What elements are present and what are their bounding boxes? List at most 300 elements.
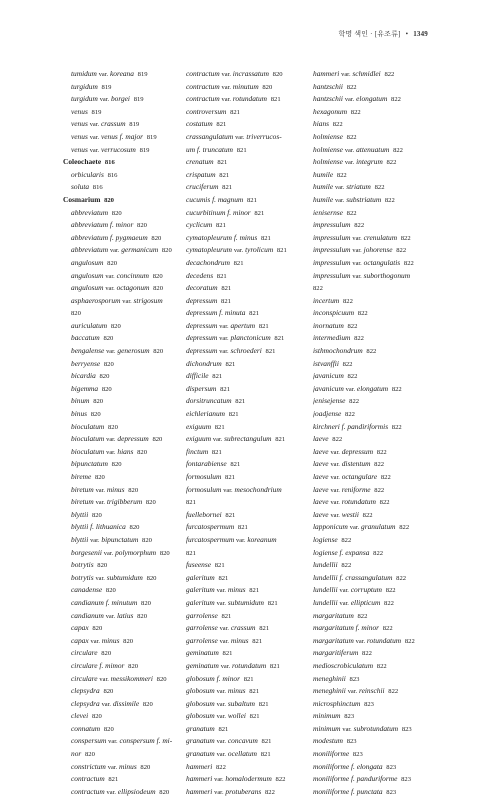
infraspecific-name: borgei (110, 94, 130, 104)
infraspecific-name: tyrolicum (245, 245, 274, 255)
index-entry (186, 144, 316, 157)
infraspecific-name: koreana (110, 69, 134, 78)
taxon-name: biretum (71, 497, 94, 507)
index-entry (186, 320, 316, 333)
taxon-name: globosum (186, 686, 215, 696)
page-ref: 819 (129, 121, 140, 129)
page-ref: 819 (146, 133, 157, 141)
index-entry (63, 572, 193, 585)
index-entry (313, 723, 443, 736)
page-ref: 820 (153, 285, 164, 293)
page-ref: 820 (128, 662, 139, 670)
index-entry (186, 81, 316, 94)
rank-label: var. (219, 335, 229, 343)
page-ref: 821 (225, 474, 235, 481)
taxon-name: holmiense (313, 144, 343, 154)
page-ref: 822 (382, 625, 393, 633)
index-entry (186, 307, 316, 320)
taxon-name: garrolense (186, 635, 218, 645)
infraspecific-name: rotundatum (341, 497, 376, 507)
index-entry (313, 735, 443, 748)
index-entry (313, 761, 443, 774)
index-entry (313, 68, 443, 81)
taxon-name: abbreviatum (71, 207, 109, 217)
infraspecific-name: concinnum (116, 270, 150, 280)
infraspecific-name: latius (116, 610, 134, 620)
rank-label: var. (349, 524, 360, 532)
taxon-name: borgesenii (71, 547, 102, 557)
index-entry (186, 773, 316, 786)
index-entry (63, 370, 193, 383)
taxon-name: contractum (71, 774, 105, 784)
index-entry (186, 698, 316, 711)
taxon-name: impressulum (313, 257, 351, 267)
index-entry (186, 270, 316, 283)
taxon-name: dichondrum (186, 358, 222, 368)
index-entry (186, 710, 316, 723)
taxon-name: granatum (186, 736, 215, 746)
page-ref: 821 (235, 398, 246, 406)
page-ref: 821 (246, 196, 257, 204)
rank-label: var. (339, 599, 349, 607)
index-entry (313, 169, 443, 182)
taxon-name: costatum (186, 119, 213, 129)
page-ref: 822 (342, 297, 353, 305)
taxon-name: cymatopleurum (186, 245, 232, 255)
index-entry (186, 106, 316, 119)
infraspecific-name: rotundatum (232, 94, 268, 104)
taxon-name: blyttii (71, 534, 89, 544)
page-ref: 821 (216, 121, 227, 129)
index-entry (313, 484, 443, 497)
page-ref: 822 (404, 637, 415, 645)
index-entry (63, 761, 193, 774)
page-ref: 822 (388, 688, 399, 696)
index-entry (186, 584, 316, 597)
taxon-name: margaritatum (313, 610, 354, 620)
infraspecific-name: germanicum (121, 245, 159, 255)
taxon-name: moniliforme (313, 749, 350, 759)
page-ref: 819 (137, 71, 148, 78)
taxon-name: furcatospermum (186, 522, 235, 532)
index-entry (63, 232, 193, 245)
page-ref: 820 (93, 398, 104, 406)
taxon-name: galeritum (186, 597, 215, 607)
infraspecific-name: distentum (341, 459, 371, 469)
taxon-name: botrytis (71, 572, 94, 582)
taxon-name: lundellii (313, 585, 338, 595)
index-entry (63, 270, 193, 283)
page-ref: 821 (212, 373, 223, 381)
index-entry (63, 345, 193, 358)
taxon-name: constrictum (71, 761, 106, 771)
index-entry (313, 647, 443, 660)
infraspecific-name: subrectangulum (224, 434, 272, 444)
index-entry (186, 244, 316, 257)
index-entry (63, 635, 193, 648)
infraspecific-name: verrucosum (100, 144, 136, 154)
page-ref: 822 (376, 448, 387, 456)
index-entry (313, 509, 443, 522)
page-ref: 822 (347, 373, 358, 381)
page-ref: 822 (345, 411, 355, 419)
page-ref: 820 (103, 335, 114, 343)
page-ref: 820 (142, 536, 152, 544)
page-ref: 819 (91, 108, 102, 116)
rank-label: var. (108, 738, 118, 746)
infraspecific-name: elongatum (356, 383, 389, 393)
page-ref: 821 (260, 234, 271, 242)
page-ref: 821 (243, 675, 254, 683)
page-ref: 822 (403, 259, 414, 267)
taxon-name: formosulum (186, 472, 222, 481)
index-entry (63, 144, 193, 157)
page-ref: 820 (91, 511, 102, 519)
page-ref: 823 (401, 725, 412, 733)
taxon-name: circulare (71, 648, 98, 658)
taxon-name: capax (71, 635, 89, 645)
rank-label: var. (216, 599, 227, 607)
infraspecific-name: subrotundatum (353, 723, 399, 733)
infraspecific-name: octangulatis (363, 257, 401, 267)
genus-entry (63, 194, 193, 207)
taxon-name: globosum (186, 711, 215, 721)
index-entry (63, 169, 193, 182)
index-entry (313, 685, 443, 698)
taxon-name: holmiense (313, 157, 343, 167)
taxon-name: abbreviatum f. pygmaeum (71, 232, 148, 242)
page-ref: 821 (214, 423, 225, 431)
page-ref: 820 (104, 196, 114, 204)
taxon-name: javanicum (313, 371, 344, 381)
rank-label: var. (214, 788, 224, 796)
page-ref: 822 (384, 599, 394, 607)
index-entry (63, 622, 193, 635)
page-ref: 820 (94, 474, 105, 481)
infraspecific-name: reinschii (358, 686, 385, 696)
infraspecific-name: rotundatum (366, 635, 402, 645)
index-entry (313, 345, 443, 358)
taxon-name: impressulum (313, 270, 351, 280)
taxon-name: laeve (313, 497, 329, 507)
page-ref: 820 (105, 587, 116, 595)
rank-label: var. (95, 574, 105, 582)
rank-label: var. (122, 297, 132, 305)
taxon-name: bioculatum (71, 446, 105, 456)
taxon-name: venus (71, 119, 88, 129)
taxon-name: crispatum (186, 169, 216, 179)
page-ref: 821 (275, 436, 286, 444)
taxon-name: angulosum (71, 283, 104, 293)
index-entry (186, 395, 316, 408)
page-ref: 820 (141, 599, 151, 607)
infraspecific-name: dissimile (112, 698, 140, 708)
taxon-name: bicardia (71, 371, 96, 381)
page-ref: 822 (391, 423, 402, 431)
taxon-name: botrytis (71, 560, 94, 570)
index-entry (313, 156, 443, 169)
page-ref: 821 (108, 776, 119, 784)
infraspecific-name: subaltum (227, 698, 255, 708)
page-ref: 822 (347, 322, 358, 330)
taxon-name: orbicularis (71, 169, 104, 179)
taxon-name: margaritatum (313, 635, 354, 645)
taxon-name: granatum (186, 749, 215, 759)
page-ref: 820 (71, 310, 81, 318)
page-ref: 823 (401, 776, 411, 784)
taxon-name: contractum (186, 69, 220, 78)
taxon-name: holmiense (313, 131, 343, 141)
page-ref: 820 (145, 499, 156, 507)
page-ref: 821 (267, 599, 278, 607)
index-entry (63, 610, 193, 623)
rank-label: var. (216, 700, 227, 708)
page-ref: 820 (84, 751, 95, 759)
rank-label: var. (216, 751, 227, 759)
page-ref: 820 (92, 625, 103, 633)
taxon-name: incertum (313, 295, 340, 305)
infraspecific-name: granulatum (361, 522, 396, 532)
page-ref: 823 (364, 700, 374, 708)
page-ref: 822 (341, 562, 352, 570)
page-ref: 822 (346, 209, 357, 217)
page-ref: 820 (152, 272, 163, 280)
rank-label: var. (345, 385, 356, 393)
index-entry (313, 232, 443, 245)
rank-label: var. (107, 763, 118, 771)
rank-label: var. (99, 96, 110, 104)
page-ref: 821 (186, 549, 196, 557)
infraspecific-name: minus (101, 635, 120, 645)
page-ref: 822 (391, 96, 401, 104)
index-entry (63, 181, 193, 194)
taxon-name: hantzschii (313, 94, 343, 104)
index-entry (63, 723, 193, 736)
infraspecific-name: striatum (346, 182, 371, 192)
index-entry (63, 660, 193, 673)
taxon-name: conspersum (71, 736, 107, 746)
taxon-name: dispersum (186, 383, 217, 393)
taxon-name: joadjense (313, 409, 342, 419)
index-entry (186, 370, 316, 383)
taxon-name: venus (71, 144, 88, 154)
rank-label: var. (355, 637, 366, 645)
index-entry (63, 118, 193, 131)
index-entry (63, 408, 193, 421)
page-ref: 822 (342, 360, 353, 368)
page-ref: 822 (336, 171, 347, 179)
rank-label: var. (212, 436, 223, 444)
taxon-name: meneghinii (313, 673, 346, 683)
index-entry (313, 446, 443, 459)
page-ref: 820 (146, 574, 157, 582)
index-entry (186, 408, 316, 421)
page-ref: 822 (357, 310, 368, 318)
taxon-name: lundellii (313, 560, 338, 570)
index-entry (63, 458, 193, 471)
page-ref: 821 (259, 625, 270, 633)
rank-label: var. (216, 587, 227, 595)
index-entry (313, 307, 443, 320)
rank-label: var. (330, 499, 340, 507)
infraspecific-name: polymorphum (115, 547, 157, 557)
page-ref: 821 (258, 322, 269, 330)
index-entry (313, 383, 443, 396)
infraspecific-name: minus (227, 585, 246, 595)
page-ref: 820 (152, 436, 163, 444)
infraspecific-name: concavum (227, 736, 258, 746)
rank-label: var. (106, 448, 116, 456)
page-ref: 821 (249, 713, 260, 721)
rank-label: var. (101, 700, 111, 708)
taxon-name: circulare f. mimor (71, 660, 125, 670)
index-entry (186, 509, 316, 522)
taxon-name: impressulum (313, 220, 351, 230)
index-entry (63, 547, 193, 560)
taxon-name: globosum (186, 698, 215, 708)
index-entry (63, 584, 193, 597)
index-entry (63, 383, 193, 396)
page-ref: 819 (139, 146, 150, 154)
running-title: 학명 색인 · [유조류] (338, 30, 401, 38)
page-ref: 822 (373, 549, 384, 557)
infraspecific-name: schroederi (230, 346, 262, 356)
taxon-name: hammeri (313, 69, 340, 78)
page-ref: 822 (396, 574, 407, 582)
taxon-name: humile (313, 182, 334, 192)
taxon-name: laeve (313, 459, 329, 469)
index-entry (63, 484, 193, 497)
taxon-name: lapponicum (313, 522, 348, 532)
taxon-name: controversum (186, 106, 227, 116)
rank-label: var. (330, 474, 340, 481)
taxon-name: humile (313, 169, 334, 179)
page-ref: 821 (274, 335, 285, 343)
genus-entry (63, 156, 193, 169)
taxon-name: crenatum (186, 157, 214, 167)
infraspecific-name: subtumidum (227, 597, 265, 607)
index-entry (63, 320, 193, 333)
taxon-name: fontarabiense (186, 459, 227, 469)
page-ref: 822 (332, 121, 343, 129)
index-entry (63, 773, 193, 786)
index-entry (63, 748, 193, 761)
index-entry (313, 698, 443, 711)
taxon-name: contractum (186, 94, 220, 104)
taxon-name: candianum (71, 610, 104, 620)
taxon-name: granatum (186, 723, 215, 733)
taxon-name: decachondrum (186, 257, 230, 267)
index-entry (313, 320, 443, 333)
page-ref: 822 (384, 196, 395, 204)
taxon-name: fuellebornei (186, 509, 222, 519)
page-ref: 823 (386, 763, 397, 771)
rank-label: var. (344, 146, 355, 154)
page-ref: 822 (341, 536, 352, 544)
infraspecific-name: octangulare (341, 472, 378, 481)
page-ref: 816 (107, 171, 118, 179)
page-ref: 821 (269, 662, 280, 670)
rank-label: var. (219, 322, 229, 330)
taxon-name: cucumis f. magnum (186, 194, 244, 204)
taxon-name: decoratum (186, 283, 218, 293)
page-ref: 822 (350, 108, 361, 116)
taxon-name: javanicum (313, 383, 344, 393)
rank-label: var. (236, 536, 246, 544)
rank-label: var. (99, 675, 109, 683)
index-entry (186, 156, 316, 169)
taxon-name: fuseense (186, 560, 212, 570)
taxon-name: Coleochaete (63, 157, 102, 167)
taxon-name: galeritum (186, 572, 215, 582)
infraspecific-name: reniforme (341, 484, 371, 494)
page-ref: 821 (221, 297, 231, 305)
taxon-name: angulosum (71, 270, 104, 280)
taxon-name: abbreviatum (71, 245, 109, 255)
index-entry (313, 207, 443, 220)
rank-label: var. (106, 348, 116, 356)
infraspecific-name: wollei (227, 711, 246, 721)
index-column-3 (313, 68, 443, 798)
rank-label: var. (219, 625, 230, 633)
index-entry (63, 332, 193, 345)
page-ref: 820 (151, 234, 162, 242)
taxon-name: connatum (71, 723, 101, 733)
infraspecific-name: elongatum (356, 94, 388, 104)
infraspecific-name: hians (117, 446, 134, 456)
taxon-name: depressum (186, 295, 218, 305)
index-entry (186, 723, 316, 736)
taxon-name: galeritum (186, 585, 215, 595)
page-ref: 821 (261, 738, 272, 746)
taxon-name: capax (71, 623, 89, 633)
page-ref: 820 (107, 423, 118, 431)
page-ref: 823 (344, 713, 355, 721)
page-ref: 822 (376, 662, 387, 670)
index-entry (313, 710, 443, 723)
infraspecific-name: bipunctatum (101, 534, 139, 544)
index-entry (63, 786, 193, 798)
taxon-name: eichlerianum (186, 409, 225, 419)
rank-label: var. (221, 96, 231, 104)
taxon-name: blyttii f. lithuanica (71, 522, 126, 532)
infraspecific-name: westii (341, 509, 359, 519)
rank-label: var. (352, 259, 362, 267)
index-entry (313, 395, 443, 408)
index-entry (313, 622, 443, 635)
index-entry (313, 332, 443, 345)
rank-label: var. (330, 511, 340, 519)
taxon-name: cymatopleurum f. minus (186, 232, 258, 242)
index-entry (186, 295, 316, 308)
infraspecific-name: suborthogonum (363, 270, 411, 280)
rank-label: var. (95, 486, 105, 494)
page-ref: 821 (211, 448, 222, 456)
rank-label: var. (105, 285, 115, 293)
infraspecific-name: mesochondrium (234, 484, 282, 494)
infraspecific-name: minus (119, 761, 137, 771)
page-ref: 821 (217, 159, 228, 167)
taxon-name: depressum f. minuta (186, 308, 246, 318)
index-entry (186, 521, 316, 534)
page-ref: 823 (349, 675, 360, 683)
taxon-name: candianum f. minutum (71, 597, 138, 607)
index-entry (186, 786, 316, 798)
infraspecific-name: homalodermum (225, 774, 272, 784)
page-ref: 821 (219, 171, 230, 179)
page-ref: 822 (354, 222, 365, 230)
taxon-name: geminatum (186, 660, 219, 670)
